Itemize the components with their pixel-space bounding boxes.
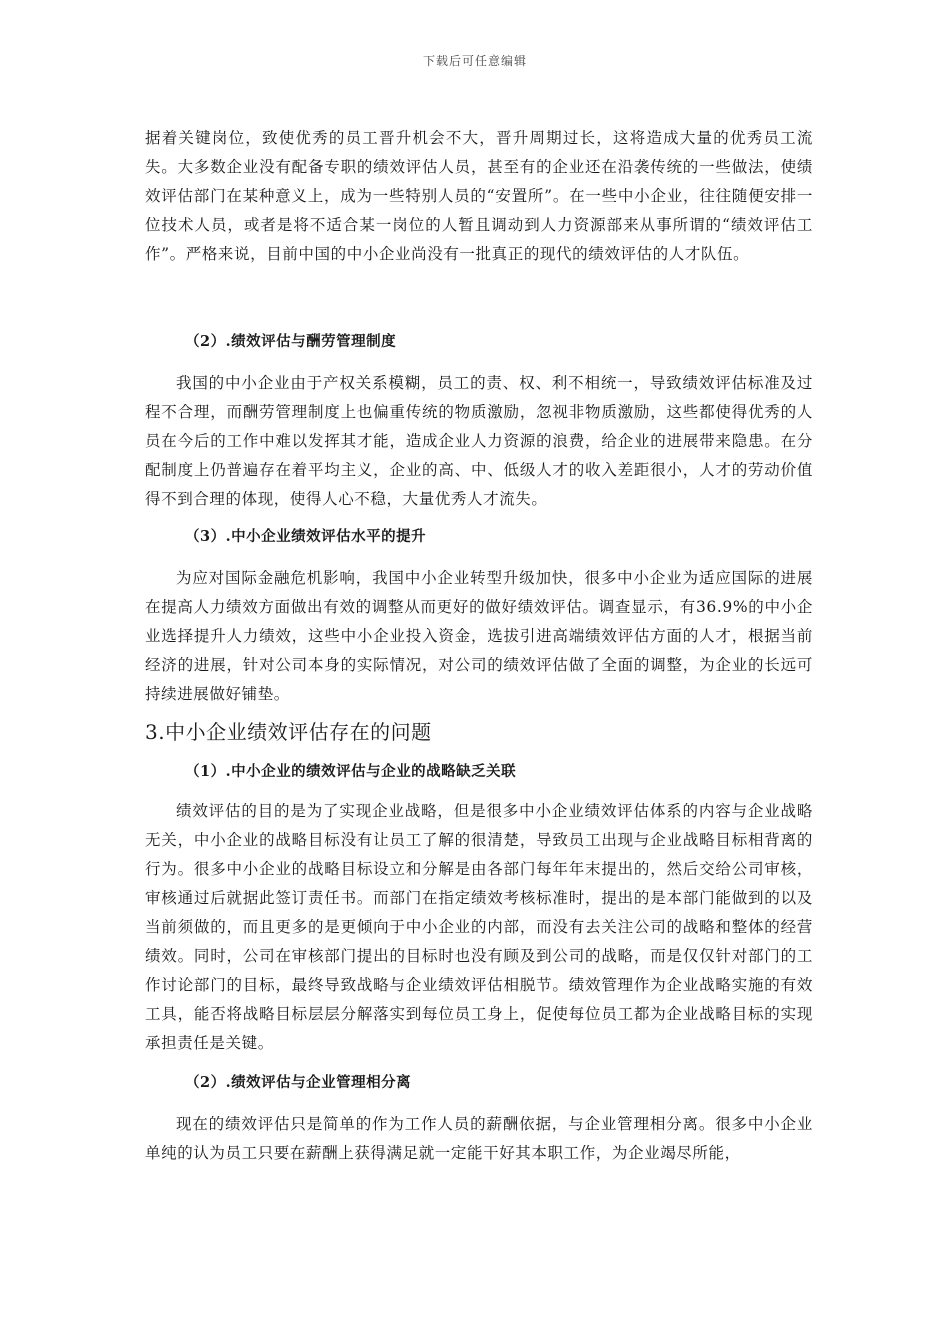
subheading-compensation: （2）.绩效评估与酬劳管理制度: [185, 333, 397, 350]
paragraph-compensation: 我国的中小企业由于产权关系模糊，员工的责、权、利不相统一，导致绩效评估标准及过程不合理，而酬劳管理制度上也偏重传统的物质激励，忽视非物质激励，这些都使得优秀的人员在今后的工作中难以发挥其才能，造成企业人力资源的浪费，给企业的进展带来隐患。在分配制度上仍普遍存在着平均主义，企业的高、中、低级人才的收入差距很小，人才的劳动价值得不到合理的体现，使得人心不稳，大量优秀人才流失。: [145, 374, 813, 508]
subheading-improvement: （3）.中小企业绩效评估水平的提升: [185, 528, 427, 545]
paragraph-strategy: 绩效评估的目的是为了实现企业战略，但是很多中小企业绩效评估体系的内容与企业战略无关，中小企业的战略目标没有让员工了解的很清楚，导致员工出现与企业战略目标相背离的行为。很多中小企业的战略目标设立和分解是由各部门每年年末提出的，然后交给公司审核，审核通过后就据此签订责任书。而部门在指定绩效考核标准时，提出的是本部门能做到的以及当前须做的，而且更多的是更倾向于中小企业的内部，而没有去关注公司的战略和整体的经营绩效。同时，公司在审核部门提出的目标时也没有顾及到公司的战略，而是仅仅针对部门的工作讨论部门的目标，最终导致战略与企业绩效评估相脱节。绩效管理作为企业战略实施的有效工具，能否将战略目标层层分解落实到每位员工身上，促使每位员工都为企业战略目标的实现承担责任是关键。: [145, 802, 813, 1052]
paragraph-management: 现在的绩效评估只是简单的作为工作人员的薪酬依据，与企业管理相分离。很多中小企业单纯的认为员工只要在薪酬上获得满足就一定能干好其本职工作，为企业竭尽所能，: [145, 1115, 813, 1162]
page-header-note: 下载后可任意编辑: [422, 54, 527, 68]
section-heading-problems: 3.中小企业绩效评估存在的问题: [145, 720, 432, 744]
document-body: [145, 124, 813, 1168]
subheading-strategy: （1）.中小企业的绩效评估与企业的战略缺乏关联: [185, 763, 517, 780]
paragraph-improvement: 为应对国际金融危机影响，我国中小企业转型升级加快，很多中小企业为适应国际的进展在提高人力绩效方面做出有效的调整从而更好的做好绩效评估。调查显示，有36.9%的中小企业选择提升人力绩效，这些中小企业投入资金，选拔引进高端绩效评估方面的人才，根据当前经济的进展，针对公司本身的实际情况，对公司的绩效评估做了全面的调整，为企业的长远可持续进展做好铺垫。: [145, 569, 813, 703]
paragraph-talent-shortage: 据着关键岗位，致使优秀的员工晋升机会不大，晋升周期过长，这将造成大量的优秀员工流失。大多数企业没有配备专职的绩效评估人员，甚至有的企业还在沿袭传统的一些做法，使绩效评估部门在某种意义上，成为一些特别人员的“安置所”。在一些中小企业，往往随便安排一位技术人员，或者是将不适合某一岗位的人暂且调动到人力资源部来从事所谓的“绩效评估工作”。严格来说，目前中国的中小企业尚没有一批真正的现代的绩效评估的人才队伍。: [145, 129, 813, 263]
subheading-management: （2）.绩效评估与企业管理相分离: [185, 1074, 412, 1091]
